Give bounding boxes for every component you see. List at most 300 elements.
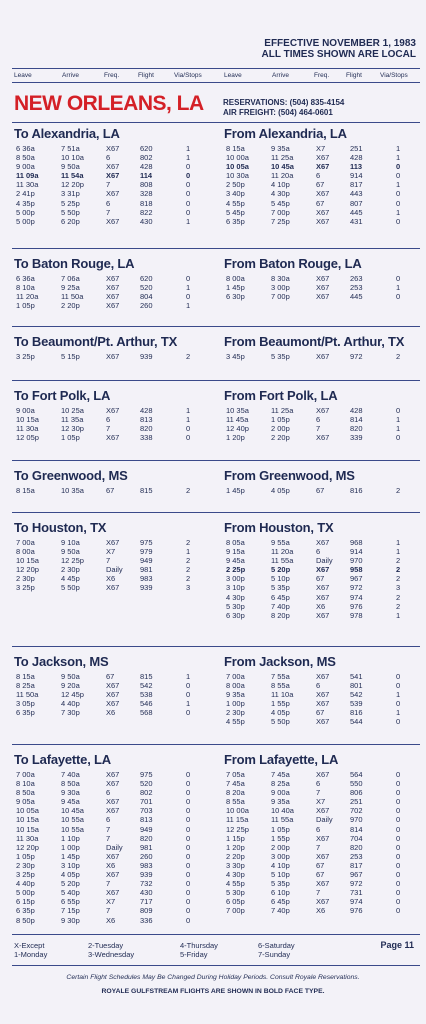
flight-row (226, 788, 416, 797)
from-destination-title: From Beaumont/Pt. Arthur, TX (224, 334, 405, 349)
flight-arrive: 5 35p (271, 879, 290, 889)
flight-arrive: 5 40p (61, 888, 80, 898)
flight-row (226, 406, 416, 415)
flight-freq: X6 (316, 906, 326, 916)
flight-stops: 0 (396, 788, 401, 798)
flight-arrive: 7 00p (271, 207, 290, 217)
flight-leave: 6 30p (226, 610, 245, 620)
flight-stops: 0 (186, 433, 191, 443)
flight-freq: X7 (316, 144, 326, 153)
flight-leave: 1 45p (226, 486, 245, 495)
flight-row (226, 162, 416, 171)
to-flight-list (16, 486, 206, 495)
flight-stops: 0 (396, 888, 401, 898)
flight-flight: 975 (140, 770, 153, 779)
flight-stops: 1 (396, 708, 401, 718)
flight-flight: 550 (350, 779, 363, 789)
flight-freq: Daily (106, 842, 123, 852)
flight-stops: 0 (396, 779, 401, 789)
flight-stops: 0 (396, 797, 401, 807)
flight-row (16, 180, 206, 189)
flight-flight: 974 (350, 592, 363, 602)
flight-freq: X67 (106, 433, 120, 443)
flight-arrive: 2 30p (61, 565, 80, 575)
flight-arrive: 8 25a (271, 779, 290, 789)
flight-stops: 2 (396, 565, 401, 575)
from-flight-list (226, 672, 416, 727)
flight-freq: X67 (106, 274, 120, 283)
flight-freq: 7 (106, 879, 111, 889)
flight-arrive: 9 35a (271, 144, 290, 153)
from-destination-title: From Baton Rouge, LA (224, 256, 362, 271)
flight-row (16, 699, 206, 708)
flight-arrive: 5 50p (61, 583, 80, 593)
flight-freq: X67 (106, 406, 120, 415)
flight-stops: 2 (186, 538, 191, 547)
flight-leave: 11 09a (16, 171, 39, 181)
flight-freq: 67 (316, 486, 325, 495)
flight-leave: 4 30p (226, 592, 245, 602)
column-header: Freq. (314, 72, 330, 79)
flight-leave: 8 15a (16, 672, 35, 681)
flight-leave: 10 35a (226, 406, 249, 415)
flight-leave: 6 36a (16, 274, 35, 283)
flight-row (226, 708, 416, 717)
flight-arrive: 10 55a (61, 824, 84, 834)
flight-row (16, 556, 206, 565)
flight-row (16, 583, 206, 592)
flight-row (16, 415, 206, 424)
flight-leave: 10 15a (16, 415, 39, 425)
flight-flight: 731 (350, 888, 363, 898)
flight-arrive: 8 30a (271, 274, 290, 283)
flight-leave: 5 45p (226, 207, 245, 217)
flight-freq: X67 (316, 699, 330, 709)
flight-leave: 8 50a (16, 788, 35, 798)
flight-row (226, 538, 416, 547)
flight-stops: 1 (186, 153, 191, 163)
flight-arrive: 10 40a (271, 806, 294, 816)
flight-flight: 914 (350, 171, 363, 181)
flight-flight: 801 (350, 681, 363, 691)
flight-flight: 816 (350, 486, 363, 495)
flight-leave: 8 50a (16, 153, 35, 163)
flight-row (16, 144, 206, 153)
from-destination-title: From Alexandria, LA (224, 126, 347, 141)
flight-stops: 1 (186, 699, 191, 709)
flight-freq: X67 (106, 583, 120, 593)
from-destination-title: From Jackson, MS (224, 654, 336, 669)
flight-row (16, 352, 206, 361)
flight-freq: X67 (316, 592, 330, 602)
flight-freq: 7 (106, 556, 111, 566)
flight-leave: 4 55p (226, 717, 245, 727)
header-top-rule (12, 68, 420, 69)
flight-freq: 6 (106, 415, 111, 425)
flight-flight: 542 (140, 681, 153, 691)
from-flight-list (226, 352, 416, 361)
flight-arrive: 11 20a (271, 547, 294, 557)
flight-arrive: 7 15p (61, 906, 80, 916)
flight-row (226, 283, 416, 292)
section-rule (12, 460, 420, 461)
flight-arrive: 6 45p (271, 897, 290, 907)
flight-row (226, 879, 416, 888)
flight-leave: 10 15a (16, 824, 39, 834)
flight-leave: 2 20p (226, 851, 245, 861)
flight-row (16, 153, 206, 162)
flight-arrive: 11 35a (61, 415, 84, 425)
flight-row (16, 538, 206, 547)
flight-freq: 7 (316, 842, 321, 852)
flight-leave: 10 00a (226, 153, 249, 163)
legend-col-3 (180, 941, 218, 959)
flight-row (16, 797, 206, 806)
flight-flight: 981 (140, 842, 153, 852)
flight-freq: X67 (316, 672, 330, 681)
flight-flight: 820 (350, 424, 363, 434)
flight-arrive: 5 45p (271, 198, 290, 208)
flight-arrive: 4 10p (271, 180, 290, 190)
flight-freq: X67 (316, 690, 330, 700)
flight-row (16, 870, 206, 879)
effective-notice (262, 38, 416, 60)
flight-flight: 328 (140, 189, 153, 199)
flight-flight: 430 (140, 216, 153, 226)
flight-freq: X6 (106, 574, 116, 584)
from-flight-list (226, 538, 416, 620)
flight-arrive: 5 35p (271, 583, 290, 593)
flight-flight: 717 (140, 897, 153, 907)
flight-leave: 3 25p (16, 583, 35, 593)
flight-freq: X67 (106, 888, 120, 898)
flight-arrive: 1 05p (271, 415, 290, 425)
flight-row (16, 672, 206, 681)
flight-arrive: 4 10p (271, 860, 290, 870)
flight-leave: 5 30p (226, 601, 245, 611)
from-flight-list (226, 486, 416, 495)
flight-flight: 976 (350, 906, 363, 916)
flight-leave: 11 30a (16, 833, 39, 843)
flight-arrive: 6 55p (61, 897, 80, 907)
flight-flight: 802 (140, 788, 153, 798)
flight-stops: 0 (186, 833, 191, 843)
flight-arrive: 1 05p (61, 433, 80, 443)
flight-stops: 0 (396, 406, 401, 415)
flight-stops: 0 (186, 824, 191, 834)
flight-freq: X67 (316, 583, 330, 593)
column-header: Flight (138, 72, 154, 79)
flight-leave: 5 00p (16, 207, 35, 217)
flight-arrive: 1 10p (61, 833, 80, 843)
flight-flight: 813 (140, 415, 153, 425)
flight-row (226, 217, 416, 226)
flight-flight: 253 (350, 283, 363, 293)
flight-arrive: 2 20p (61, 301, 80, 311)
flight-arrive: 12 30p (61, 424, 84, 434)
flight-leave: 7 05a (226, 770, 245, 779)
flight-row (226, 897, 416, 906)
flight-row (226, 180, 416, 189)
flight-freq: 7 (106, 824, 111, 834)
flight-stops: 0 (396, 274, 401, 283)
flight-flight: 815 (140, 672, 153, 681)
flight-flight: 808 (140, 180, 153, 190)
flight-stops: 1 (396, 153, 401, 163)
flight-freq: Daily (316, 556, 333, 566)
flight-row (16, 916, 206, 925)
flight-stops: 2 (186, 556, 191, 566)
flight-leave: 2 30p (16, 574, 35, 584)
flight-flight: 428 (350, 406, 363, 415)
flight-arrive: 6 20p (61, 216, 80, 226)
flight-freq: X67 (106, 162, 120, 172)
flight-leave: 1 05p (16, 851, 35, 861)
flight-stops: 0 (186, 180, 191, 190)
flight-arrive: 5 10p (271, 574, 290, 584)
flight-freq: 67 (316, 198, 325, 208)
flight-flight: 428 (140, 406, 153, 415)
flight-flight: 260 (140, 851, 153, 861)
flight-arrive: 5 10p (271, 870, 290, 880)
flight-stops: 0 (186, 708, 191, 718)
flight-arrive: 7 45a (271, 770, 290, 779)
flight-arrive: 7 51a (61, 144, 80, 153)
flight-stops: 0 (186, 788, 191, 798)
flight-row (226, 888, 416, 897)
flight-stops: 1 (186, 216, 191, 226)
flight-stops: 0 (186, 189, 191, 199)
flight-arrive: 9 50a (61, 672, 80, 681)
flight-arrive: 4 45p (61, 574, 80, 584)
flight-freq: X67 (106, 189, 120, 199)
flight-freq: X67 (316, 406, 330, 415)
legend-col-4 (258, 941, 295, 959)
column-header: Leave (14, 72, 32, 79)
flight-freq: X67 (106, 216, 120, 226)
flight-stops: 1 (396, 547, 401, 557)
to-flight-list (16, 770, 206, 925)
flight-flight: 260 (140, 301, 153, 311)
flight-flight: 939 (140, 870, 153, 880)
flight-freq: 7 (106, 833, 111, 843)
flight-stops: 1 (396, 538, 401, 547)
flight-leave: 12 20p (16, 842, 39, 852)
flight-arrive: 11 20a (271, 171, 294, 181)
flight-freq: X67 (316, 292, 330, 302)
flight-flight: 428 (140, 162, 153, 172)
flight-stops: 2 (396, 574, 401, 584)
flight-stops: 2 (396, 486, 401, 495)
flight-arrive: 9 50a (61, 162, 80, 172)
to-destination-title: To Beaumont/Pt. Arthur, TX (14, 334, 178, 349)
flight-row (16, 162, 206, 171)
flight-arrive: 11 54a (61, 171, 84, 181)
legend-col-2 (88, 941, 134, 959)
flight-arrive: 11 25a (271, 153, 294, 163)
flight-row (226, 843, 416, 852)
flight-freq: X67 (106, 292, 120, 302)
flight-row (226, 681, 416, 690)
flight-freq: X67 (316, 352, 330, 361)
flight-stops: 0 (396, 842, 401, 852)
to-flight-list (16, 406, 206, 442)
flight-stops: 0 (186, 162, 191, 172)
flight-row (16, 852, 206, 861)
flight-leave: 6 36a (16, 144, 35, 153)
section-rule (12, 326, 420, 327)
flight-flight: 620 (140, 144, 153, 153)
flight-freq: X67 (106, 538, 120, 547)
flight-freq: X6 (316, 601, 326, 611)
flight-arrive: 9 25a (61, 283, 80, 293)
flight-freq: X67 (316, 538, 330, 547)
flight-leave: 1 45p (226, 283, 245, 293)
flight-row (226, 199, 416, 208)
flight-stops: 0 (396, 770, 401, 779)
legend-wednesday: 3-Wednesday (88, 950, 135, 959)
flight-arrive: 11 55a (271, 815, 294, 825)
flight-row (16, 274, 206, 283)
to-destination-title: To Greenwood, MS (14, 468, 128, 483)
flight-freq: X6 (106, 708, 116, 718)
flight-stops: 0 (396, 681, 401, 691)
flight-stops: 1 (396, 424, 401, 434)
city-title: NEW ORLEANS, LA (14, 92, 204, 115)
flight-row (16, 283, 206, 292)
flight-row (226, 144, 416, 153)
to-destination-title: To Jackson, MS (14, 654, 109, 669)
footer-rule (12, 965, 420, 966)
flight-stops: 0 (186, 198, 191, 208)
to-destination-title: To Houston, TX (14, 520, 107, 535)
air-freight-phone: AIR FREIGHT: (504) 464-0601 (223, 108, 333, 117)
legend-except: X-Except (14, 941, 45, 950)
flight-freq: X67 (316, 433, 330, 443)
flight-leave: 6 35p (16, 708, 35, 718)
flight-freq: 7 (106, 424, 111, 434)
flight-leave: 8 50p (16, 915, 35, 925)
flight-stops: 0 (396, 806, 401, 816)
flight-flight: 981 (140, 565, 153, 575)
flight-stops: 0 (396, 879, 401, 889)
flight-row (226, 565, 416, 574)
flight-freq: X67 (316, 283, 330, 293)
flight-arrive: 5 15p (61, 352, 80, 361)
flight-flight: 968 (350, 538, 363, 547)
flight-stops: 0 (396, 870, 401, 880)
flight-freq: 7 (316, 424, 321, 434)
flight-freq: 67 (106, 672, 115, 681)
flight-row (226, 852, 416, 861)
flight-row (16, 681, 206, 690)
flight-freq: 6 (316, 681, 321, 691)
flight-stops: 0 (186, 797, 191, 807)
from-destination-title: From Houston, TX (224, 520, 334, 535)
flight-leave: 8 10a (16, 779, 35, 789)
flight-flight: 972 (350, 583, 363, 593)
flight-arrive: 1 00p (61, 842, 80, 852)
flight-arrive: 8 50a (61, 779, 80, 789)
flight-leave: 9 00a (16, 406, 35, 415)
flight-flight: 983 (140, 860, 153, 870)
flight-stops: 1 (396, 144, 401, 153)
flight-stops: 1 (186, 547, 191, 557)
flight-row (16, 788, 206, 797)
to-destination-title: To Alexandria, LA (14, 126, 120, 141)
flight-flight: 807 (350, 198, 363, 208)
flight-row (16, 906, 206, 915)
flight-flight: 972 (350, 879, 363, 889)
flight-freq: X67 (106, 806, 120, 816)
flight-arrive: 5 50p (61, 207, 80, 217)
flight-stops: 0 (396, 198, 401, 208)
flight-freq: 67 (316, 860, 325, 870)
flight-arrive: 7 30p (61, 708, 80, 718)
flight-flight: 978 (350, 610, 363, 620)
flight-leave: 3 25p (16, 352, 35, 361)
flight-stops: 0 (186, 806, 191, 816)
flight-stops: 0 (396, 189, 401, 199)
flight-freq: 6 (316, 779, 321, 789)
flight-leave: 10 05a (226, 162, 249, 172)
flight-row (226, 189, 416, 198)
flight-leave: 11 30a (16, 424, 39, 434)
flight-leave: 1 20p (226, 433, 245, 443)
holiday-note: Certain Flight Schedules May Be Changed During Holiday Periods. Consult Royale Reservations. (66, 974, 360, 981)
flight-row (226, 779, 416, 788)
flight-stops: 0 (186, 779, 191, 789)
flight-stops: 0 (396, 833, 401, 843)
flight-row (226, 486, 416, 495)
flight-row (16, 301, 206, 310)
flight-row (226, 717, 416, 726)
column-header: Flight (346, 72, 362, 79)
flight-stops: 2 (186, 574, 191, 584)
effective-date: EFFECTIVE NOVEMBER 1, 1983 (264, 38, 416, 49)
flight-row (226, 906, 416, 915)
flight-leave: 10 30a (226, 171, 249, 181)
flight-row (16, 189, 206, 198)
flight-freq: 67 (316, 180, 325, 190)
to-flight-list (16, 274, 206, 310)
flight-freq: X67 (106, 690, 120, 700)
flight-flight: 817 (350, 180, 363, 190)
flight-freq: 7 (106, 180, 111, 190)
flight-leave: 6 35p (16, 906, 35, 916)
flight-flight: 702 (350, 806, 363, 816)
column-header: Freq. (104, 72, 120, 79)
flight-row (16, 888, 206, 897)
flight-freq: X67 (316, 207, 330, 217)
flight-leave: 6 05p (226, 897, 245, 907)
times-local-note: ALL TIMES SHOWN ARE LOCAL (261, 49, 416, 60)
flight-leave: 10 00a (226, 806, 249, 816)
flight-leave: 8 05a (226, 538, 245, 547)
flight-stops: 0 (396, 897, 401, 907)
flight-stops: 2 (396, 556, 401, 566)
flight-flight: 541 (350, 672, 363, 681)
flight-arrive: 10 45a (61, 806, 84, 816)
flight-freq: 7 (106, 207, 111, 217)
flight-stops: 0 (396, 906, 401, 916)
flight-row (16, 199, 206, 208)
flight-stops: 0 (396, 699, 401, 709)
flight-flight: 814 (350, 824, 363, 834)
flight-leave: 10 05a (16, 806, 39, 816)
flight-flight: 564 (350, 770, 363, 779)
page-number: Page 11 (380, 940, 414, 950)
